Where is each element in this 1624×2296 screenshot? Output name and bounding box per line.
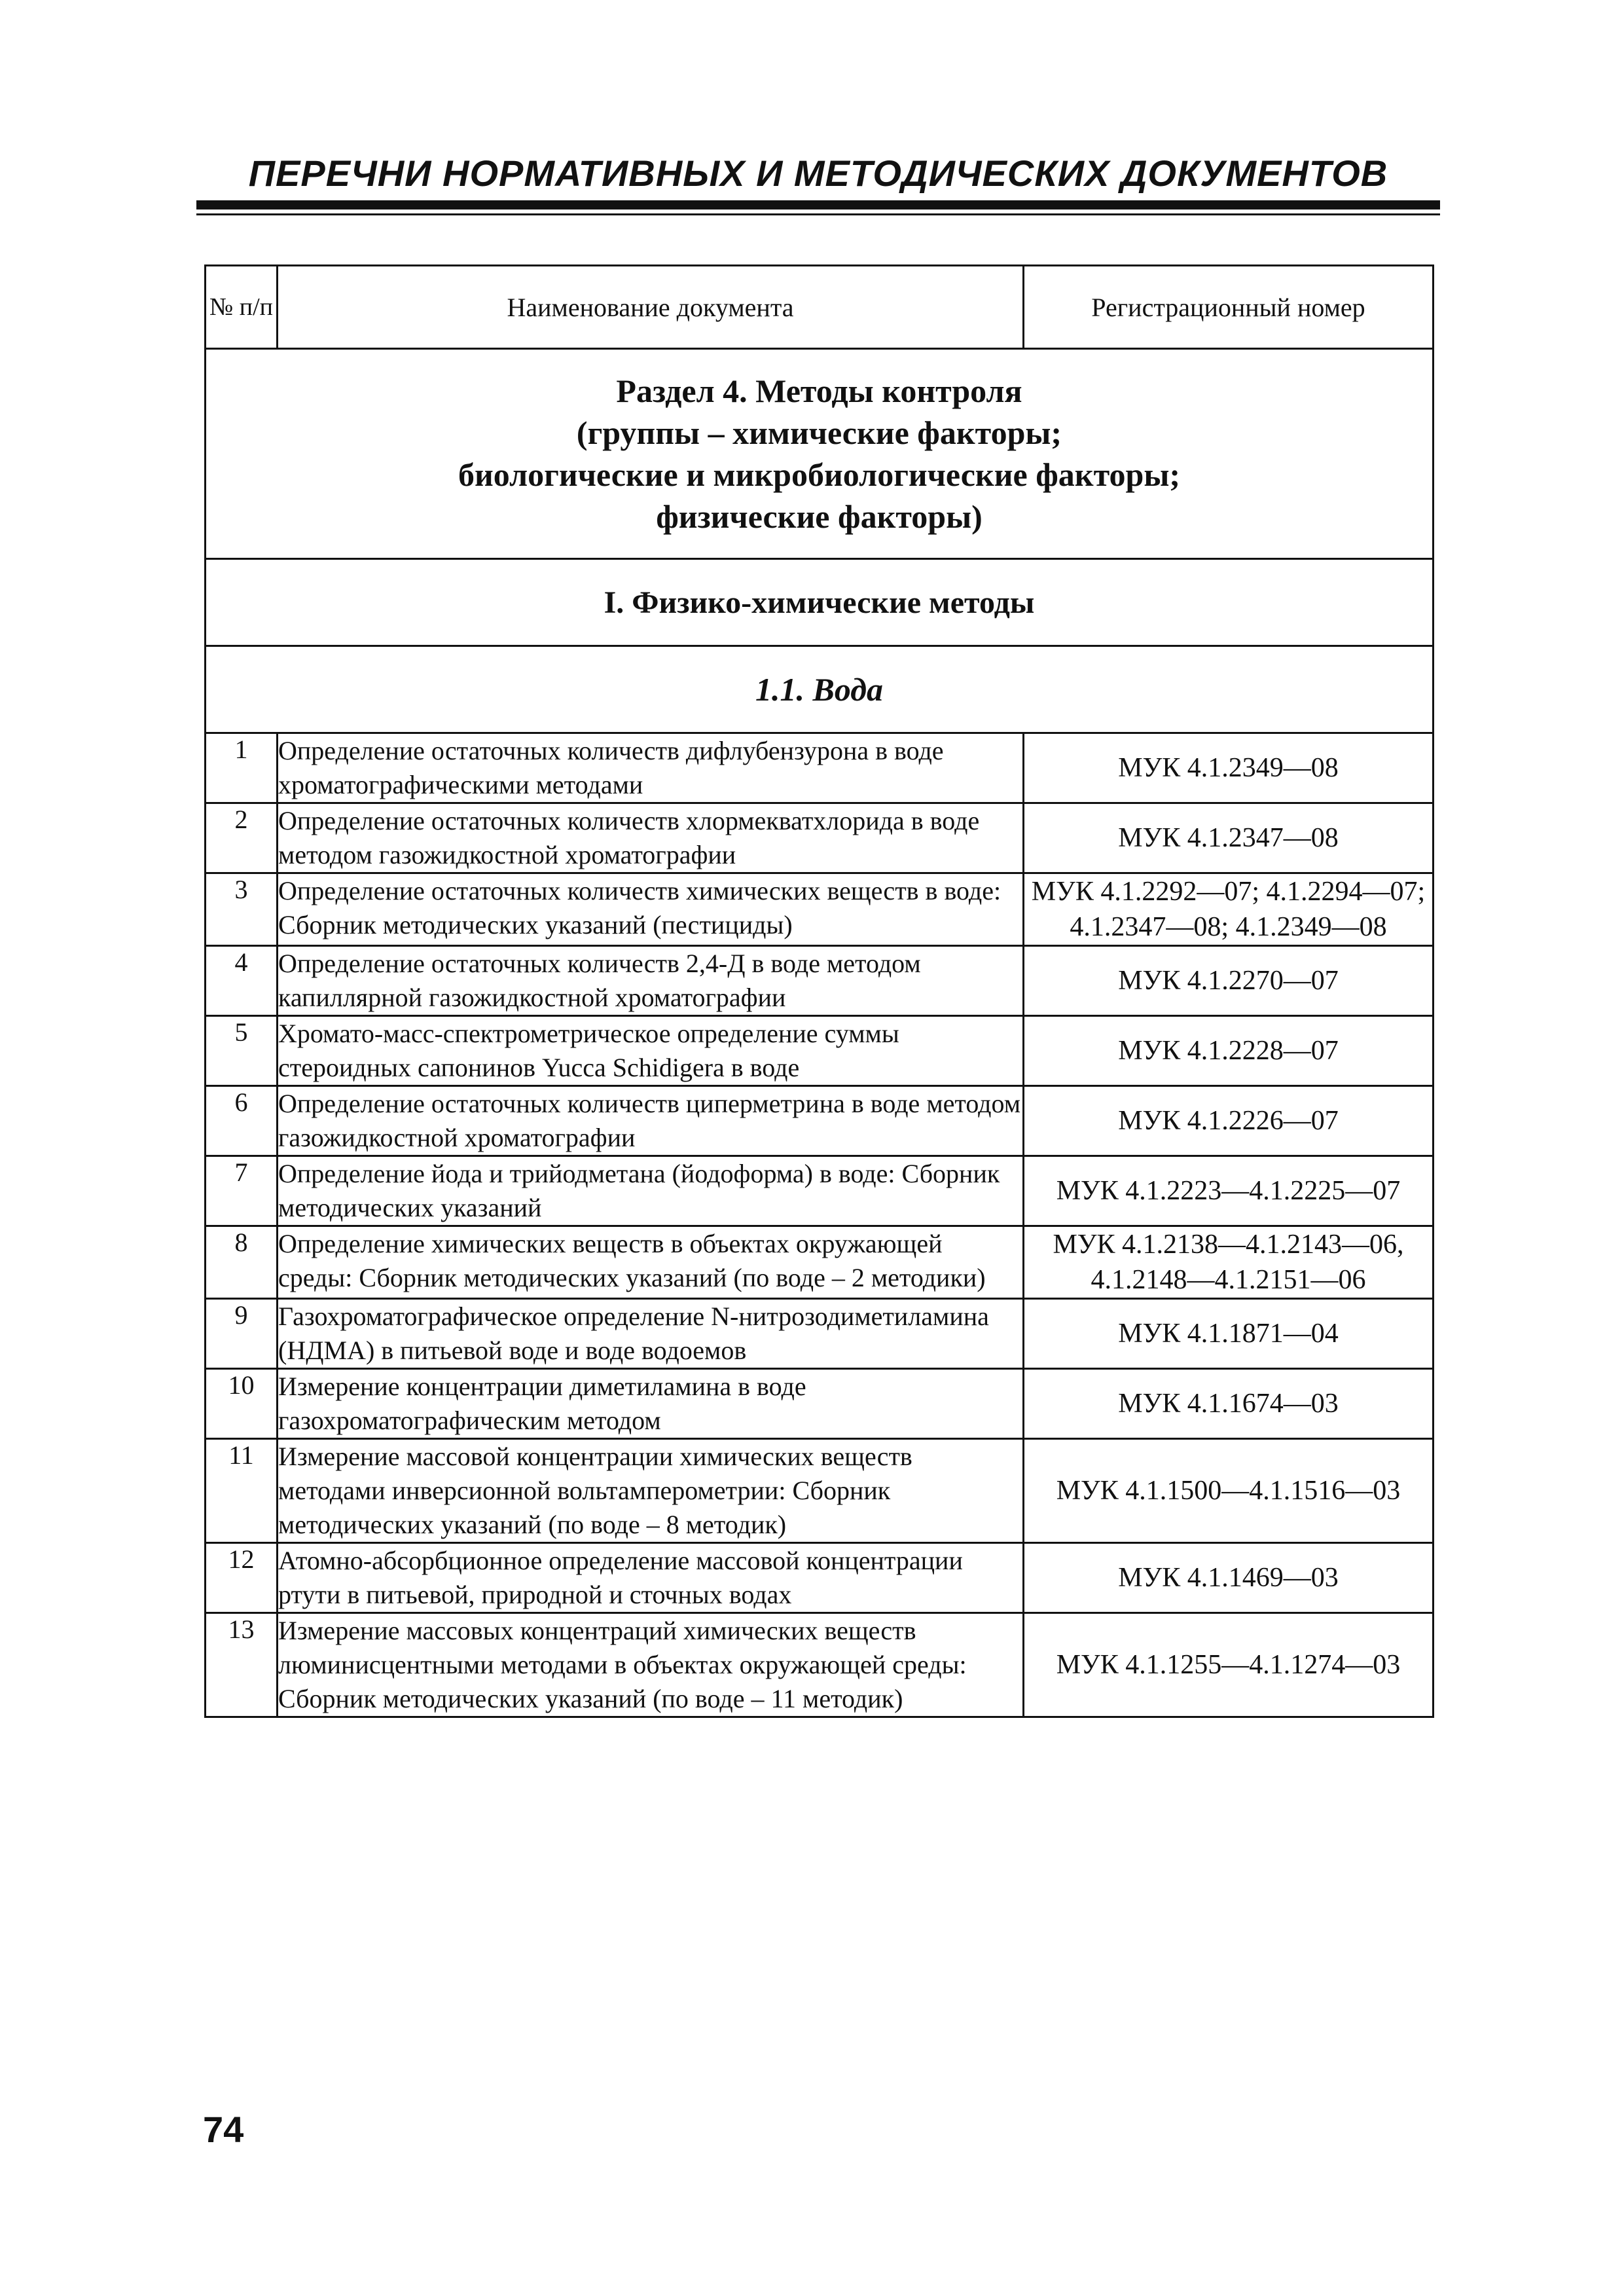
table-row [206,1613,1434,1717]
document-name: Определение остаточных количеств хлормекватхлорида в воде методом газожидкостной хроматографии [278,803,1024,873]
section-heading-line: Раздел 4. Методы контроля [616,373,1022,409]
document-name: Измерение массовых концентраций химических веществ люминисцентными методами в объектах окружающей среды: Сборник методических указаний (по воде – 11 методик) [278,1613,1024,1717]
section-heading [206,349,1434,559]
table-header-row [206,266,1434,349]
column-header-number: № п/п [206,266,278,349]
table-row [206,1086,1434,1156]
row-number: 12 [206,1543,278,1613]
registration-number: МУК 4.1.1469—03 [1024,1543,1434,1613]
table-row [206,946,1434,1016]
registration-number: МУК 4.1.1500—4.1.1516—03 [1024,1439,1434,1543]
row-number: 1 [206,733,278,803]
table-row [206,1439,1434,1543]
registration-number: МУК 4.1.2347—08 [1024,803,1434,873]
registration-number: МУК 4.1.2228—07 [1024,1016,1434,1086]
documents-table [204,264,1434,1718]
row-number: 9 [206,1299,278,1369]
column-header-registration: Регистрационный номер [1024,266,1434,349]
document-name: Хромато-масс-спектрометрическое определение суммы стероидных сапонинов Yucca Schidigera в воде [278,1016,1024,1086]
table-row [206,1369,1434,1439]
document-name: Измерение массовой концентрации химических веществ методами инверсионной вольтамперометрии: Сборник методических указаний (по воде – 8 методик) [278,1439,1024,1543]
document-name: Атомно-абсорбционное определение массовой концентрации ртути в питьевой, природной и сточных водах [278,1543,1024,1613]
row-number: 5 [206,1016,278,1086]
registration-number: МУК 4.1.2223—4.1.2225—07 [1024,1156,1434,1226]
table-row [206,803,1434,873]
subsection-heading: I. Физико-химические методы [206,559,1434,646]
registration-number: МУК 4.1.2349—08 [1024,733,1434,803]
header-rule-thick [196,200,1440,210]
registration-number: МУК 4.1.2270—07 [1024,946,1434,1016]
table-row [206,1226,1434,1299]
document-name: Определение остаточных количеств циперметрина в воде методом газожидкостной хроматографии [278,1086,1024,1156]
subsection-heading-row [206,559,1434,646]
header-title: ПЕРЕЧНИ НОРМАТИВНЫХ И МЕТОДИЧЕСКИХ ДОКУМЕНТОВ [248,153,1388,194]
table-row [206,1156,1434,1226]
row-number: 2 [206,803,278,873]
row-number: 13 [206,1613,278,1717]
table-row [206,1543,1434,1613]
registration-number: МУК 4.1.1674—03 [1024,1369,1434,1439]
section-heading-line: биологические и микробиологические факторы; [458,456,1181,493]
registration-number: МУК 4.1.2292—07; 4.1.2294—07; 4.1.2347—08; 4.1.2349—08 [1024,873,1434,946]
column-header-name: Наименование документа [278,266,1024,349]
page-header [196,152,1440,194]
registration-number: МУК 4.1.1255—4.1.1274—03 [1024,1613,1434,1717]
document-name: Определение остаточных количеств химических веществ в воде: Сборник методических указаний (пестициды) [278,873,1024,946]
registration-number: МУК 4.1.1871—04 [1024,1299,1434,1369]
section-heading-line: (группы – химические факторы; [576,414,1062,451]
document-name: Определение химических веществ в объектах окружающей среды: Сборник методических указаний (по воде – 2 методики) [278,1226,1024,1299]
row-number: 7 [206,1156,278,1226]
document-name: Определение остаточных количеств 2,4-Д в воде методом капиллярной газожидкостной хроматографии [278,946,1024,1016]
row-number: 3 [206,873,278,946]
document-name: Определение йода и трийодметана (йодоформа) в воде: Сборник методических указаний [278,1156,1024,1226]
table-row [206,1299,1434,1369]
row-number: 8 [206,1226,278,1299]
table-row [206,873,1434,946]
row-number: 4 [206,946,278,1016]
registration-number: МУК 4.1.2226—07 [1024,1086,1434,1156]
page-number: 74 [203,2109,244,2150]
document-name: Определение остаточных количеств дифлубензурона в воде хроматографическими методами [278,733,1024,803]
subsubsection-heading: 1.1. Вода [206,646,1434,733]
header-rule-thin [196,213,1440,215]
table-row [206,1016,1434,1086]
row-number: 11 [206,1439,278,1543]
row-number: 6 [206,1086,278,1156]
section-heading-row [206,349,1434,559]
registration-number: МУК 4.1.2138—4.1.2143—06, 4.1.2148—4.1.2151—06 [1024,1226,1434,1299]
row-number: 10 [206,1369,278,1439]
subsubsection-heading-row [206,646,1434,733]
document-name: Газохроматографическое определение N-нитрозодиметиламина (НДМА) в питьевой воде и воде водоемов [278,1299,1024,1369]
table-row [206,733,1434,803]
section-heading-line: физические факторы) [656,498,983,535]
document-name: Измерение концентрации диметиламина в воде газохроматографическим методом [278,1369,1024,1439]
